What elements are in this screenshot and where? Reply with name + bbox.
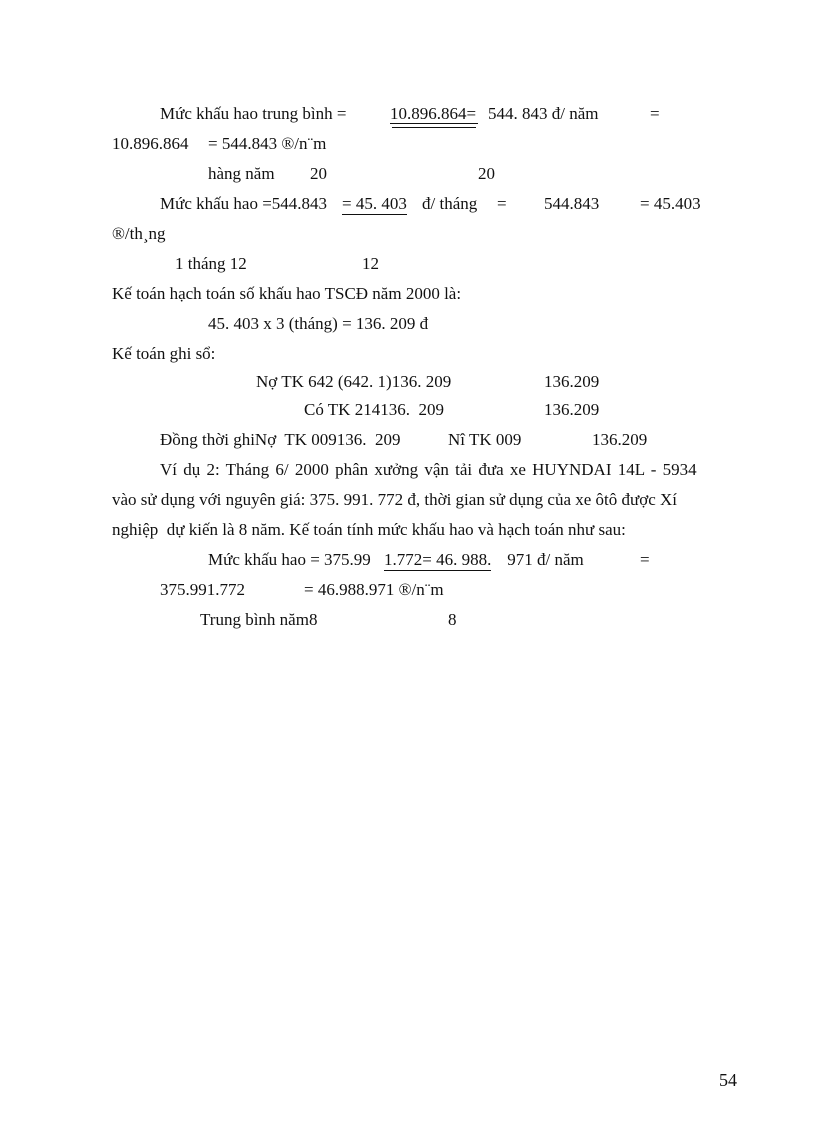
formula-monthly-value: = 45.403 — [640, 194, 701, 213]
formula-label-avg: Mức khấu hao trung bình = — [160, 104, 347, 123]
accounting-statement: Kế toán hạch toán số khấu hao TSCĐ năm 2000 là: — [112, 284, 462, 303]
equals-sign-2: = — [497, 194, 507, 213]
fraction-bar — [390, 123, 478, 124]
formula-example-denominator-label: Trung bình năm8 — [200, 610, 318, 629]
fraction-bar-double — [392, 127, 476, 128]
off-balance-amount: 136.209 — [592, 430, 648, 449]
formula-value-result: = 544.843 ®/n¨m — [208, 134, 327, 153]
formula-label-example: Mức khấu hao = 375.99 — [208, 550, 371, 569]
formula-example-result: 1.772= 46. 988. — [384, 550, 492, 569]
off-balance-account: Nî TK 009 — [448, 430, 522, 449]
formula-value: 10.896.864 — [112, 134, 189, 153]
formula-monthly-result: = 45. 403 — [342, 194, 407, 213]
formula-denominator: 20 — [310, 164, 327, 183]
formula-example-unit: 971 đ/ năm — [503, 550, 584, 569]
example-paragraph-line-2: vào sử dụng với nguyên giá: 375. 991. 772 đ, thời gian sử dụng của xe ôtô được Xí — [112, 490, 678, 509]
formula-month-denominator: 1 tháng 12 — [175, 254, 247, 273]
formula-denominator-2: 20 — [478, 164, 495, 183]
formula-result: 544. 843 đ/ năm — [488, 104, 599, 123]
formula-example-denominator: 8 — [448, 610, 457, 629]
formula-numerator: 10.896.864= — [390, 104, 477, 123]
formula-month-denominator-2: 12 — [362, 254, 379, 273]
formula-example-value-result: = 46.988.971 ®/n¨m — [304, 580, 444, 599]
debit-amount: 136.209 — [544, 372, 600, 391]
equals-sign: = — [650, 104, 660, 123]
example-paragraph-line-3: nghiệp dự kiến là 8 năm. Kế toán tính mức khấu hao và hạch toán như sau: — [112, 520, 626, 539]
credit-amount: 136.209 — [544, 400, 600, 419]
formula-monthly-unit: đ/ tháng — [422, 194, 478, 213]
calculation-line: 45. 403 x 3 (tháng) = 136. 209 đ — [208, 314, 429, 333]
off-balance-entry: Đồng thời ghiNợ TK 009136. 209 — [160, 430, 401, 449]
journal-heading: Kế toán ghi sổ: — [112, 344, 216, 363]
formula-monthly-unit-2: ®/th¸ng — [112, 224, 166, 243]
formula-label-monthly: Mức khấu hao =544.843 — [160, 194, 328, 213]
formula-example-value: 375.991.772 — [160, 580, 245, 599]
example-paragraph-line-1: Ví dụ 2: Tháng 6/ 2000 phân xưởng vận tải đưa xe HUYNDAI 14L - 5934 — [160, 460, 697, 479]
formula-monthly-numerator: 544.843 — [544, 194, 600, 213]
formula-denominator-label: hàng năm — [208, 164, 275, 183]
equals-sign-3: = — [640, 550, 650, 569]
credit-entry: Có TK 214136. 209 — [304, 400, 444, 419]
debit-entry: Nợ TK 642 (642. 1)136. 209 — [256, 372, 452, 391]
page-number: 54 — [719, 1070, 737, 1090]
